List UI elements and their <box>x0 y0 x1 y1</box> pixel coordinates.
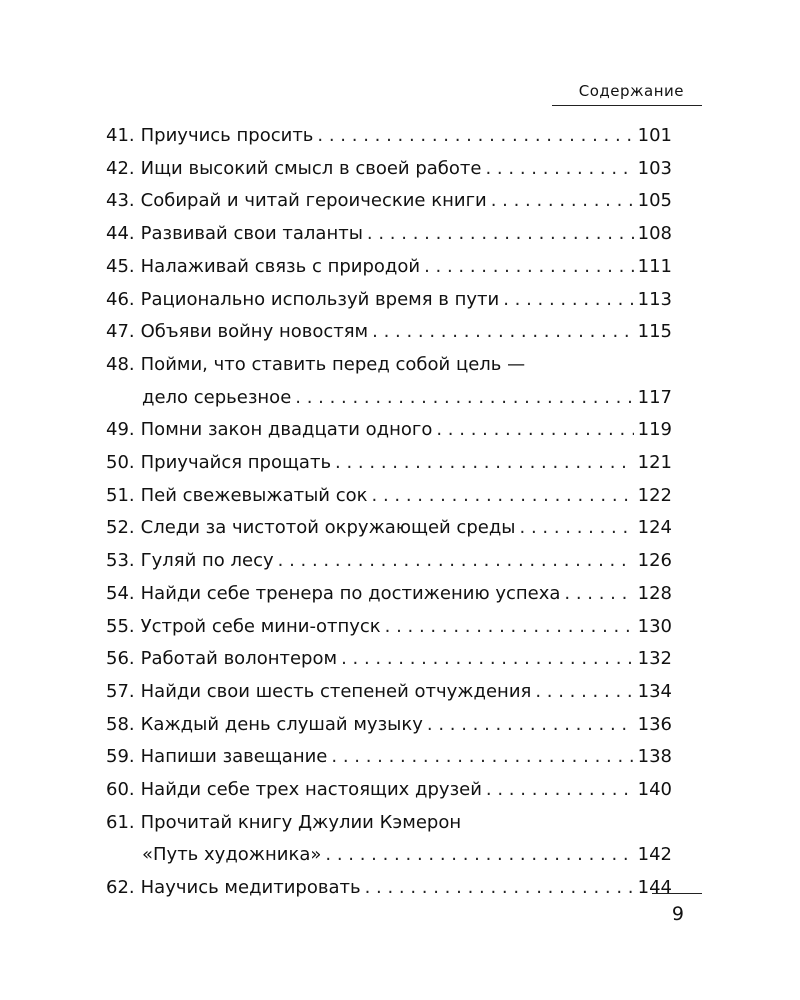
toc-entry <box>106 349 672 414</box>
toc-entry-number: 43. <box>106 190 135 212</box>
dot-leader <box>485 153 633 186</box>
toc-entry-number: 49. <box>106 419 135 441</box>
toc-entry-title: Развивай свои таланты <box>140 223 363 245</box>
toc-entry-title: Найди себе трех настоящих друзей <box>140 779 482 801</box>
toc-entry-title: Научись медитировать <box>140 877 361 899</box>
running-header <box>552 80 702 106</box>
toc-entry-page: 101 <box>637 125 672 146</box>
toc-entry-number: 61. <box>106 811 135 833</box>
dot-leader <box>331 741 633 774</box>
toc-entry-page: 119 <box>637 419 672 441</box>
toc-entry-number: 44. <box>106 223 135 245</box>
toc-entry <box>106 447 672 480</box>
toc-entry <box>106 414 672 447</box>
toc-entry-number: 51. <box>106 484 135 506</box>
toc-entry-number: 48. <box>106 353 135 375</box>
dot-leader <box>367 218 634 251</box>
toc-entry <box>106 741 672 774</box>
dot-leader <box>535 676 633 709</box>
toc-entry-number: 52. <box>106 517 135 539</box>
dot-leader <box>486 774 634 807</box>
toc-entry-title: Напиши завещание <box>140 746 328 768</box>
toc-entry-title: Следи за чистотой окружающей среды <box>140 517 516 539</box>
dot-leader <box>427 709 634 742</box>
toc-entry <box>106 218 672 251</box>
toc-entry <box>106 284 672 317</box>
toc-entry <box>106 807 672 872</box>
toc-entry-page: 105 <box>637 190 672 212</box>
toc-entry-page: 132 <box>637 648 672 670</box>
toc-entry-number: 53. <box>106 550 135 572</box>
toc-entry-number: 46. <box>106 288 135 310</box>
toc-entry-number: 41. <box>106 125 135 146</box>
toc-entry-page: 108 <box>637 223 672 245</box>
dot-leader <box>385 611 634 644</box>
toc-entry <box>106 872 672 905</box>
toc-entry-page: 124 <box>637 517 672 539</box>
toc-entry-number: 58. <box>106 713 135 735</box>
toc-entry <box>106 153 672 186</box>
toc-entry-number: 47. <box>106 321 135 343</box>
toc-entry-title-continued: «Путь художника» <box>142 844 322 866</box>
dot-leader <box>335 447 634 480</box>
toc-entry-page: 117 <box>637 386 672 408</box>
toc-entry-page: 121 <box>637 452 672 474</box>
toc-entry <box>106 480 672 513</box>
toc-entry-title: Ищи высокий смысл в своей работе <box>140 157 482 179</box>
toc-entry-title: Прочитай книгу Джулии Кэмерон <box>140 811 462 833</box>
toc-entry-number: 50. <box>106 452 135 474</box>
toc-entry-page: 103 <box>637 157 672 179</box>
toc-entry-title: Приучись просить <box>140 125 314 146</box>
toc-entry <box>106 578 672 611</box>
toc-entry-page: 115 <box>637 321 672 343</box>
toc-entry <box>106 709 672 742</box>
toc-entry <box>106 676 672 709</box>
running-header-title: Содержание <box>578 82 684 100</box>
toc-entry-title: Собирай и читай героические книги <box>140 190 487 212</box>
toc-entry-title: Пей свежевыжатый сок <box>140 484 368 506</box>
toc-entry-title: Найди себе тренера по достижению успеха <box>140 582 561 604</box>
toc-entry-number: 59. <box>106 746 135 768</box>
dot-leader <box>564 578 633 611</box>
dot-leader <box>503 284 633 317</box>
toc-entry-title: Рационально используй время в пути <box>140 288 500 310</box>
dot-leader <box>491 185 634 218</box>
page-footer <box>652 893 702 933</box>
toc-entry-page: 142 <box>637 844 672 866</box>
toc-entry-page: 136 <box>637 713 672 735</box>
toc-entry-title: Налаживай связь с природой <box>140 255 421 277</box>
toc-entry-page: 130 <box>637 615 672 637</box>
toc-entry-page: 134 <box>637 680 672 702</box>
toc-entry <box>106 512 672 545</box>
toc-entry-number: 55. <box>106 615 135 637</box>
toc-entry-page: 122 <box>637 484 672 506</box>
toc-entry-page: 128 <box>637 582 672 604</box>
toc-entry-number: 62. <box>106 877 135 899</box>
toc-entry-page: 111 <box>637 255 672 277</box>
dot-leader <box>372 480 634 513</box>
toc-entry-number: 56. <box>106 648 135 670</box>
dot-leader <box>325 839 633 872</box>
toc-entry <box>106 120 672 153</box>
toc-entry <box>106 316 672 349</box>
toc-entry <box>106 611 672 644</box>
toc-entry-page: 138 <box>637 746 672 768</box>
dot-leader <box>341 643 634 676</box>
toc-entry <box>106 774 672 807</box>
toc-entry-number: 42. <box>106 157 135 179</box>
footer-rule <box>652 893 702 894</box>
toc-entry-title: Устрой себе мини-отпуск <box>140 615 381 637</box>
toc-entry-title: Каждый день слушай музыку <box>140 713 423 735</box>
toc-entry-number: 60. <box>106 779 135 801</box>
table-of-contents <box>106 120 672 905</box>
toc-entry-number: 45. <box>106 255 135 277</box>
toc-entry <box>106 185 672 218</box>
toc-entry-title: Пойми, что ставить перед собой цель — <box>140 353 526 375</box>
toc-entry <box>106 643 672 676</box>
dot-leader <box>278 545 634 578</box>
dot-leader <box>436 414 633 447</box>
toc-entry <box>106 545 672 578</box>
toc-entry-page: 140 <box>637 779 672 801</box>
toc-entry-page: 113 <box>637 288 672 310</box>
dot-leader <box>295 382 633 415</box>
running-header-rule <box>552 105 702 106</box>
toc-entry-title: Гуляй по лесу <box>140 550 274 572</box>
toc-entry-number: 57. <box>106 680 135 702</box>
dot-leader <box>365 872 634 905</box>
toc-entry-title: Работай волонтером <box>140 648 338 670</box>
dot-leader <box>372 316 634 349</box>
toc-entry-page: 126 <box>637 550 672 572</box>
toc-entry-number: 54. <box>106 582 135 604</box>
dot-leader <box>520 512 634 545</box>
toc-entry-title: Приучайся прощать <box>140 452 332 474</box>
toc-entry-title: Найди свои шесть степеней отчуждения <box>140 680 532 702</box>
toc-entry-title: Объяви войну новостям <box>140 321 369 343</box>
toc-entry-title: Помни закон двадцати одного <box>140 419 433 441</box>
dot-leader <box>317 120 633 153</box>
toc-entry-title-continued: дело серьезное <box>142 386 292 408</box>
dot-leader <box>424 251 634 284</box>
toc-entry <box>106 251 672 284</box>
page-number: 9 <box>671 903 684 925</box>
toc-entry-page: 144 <box>637 877 672 899</box>
